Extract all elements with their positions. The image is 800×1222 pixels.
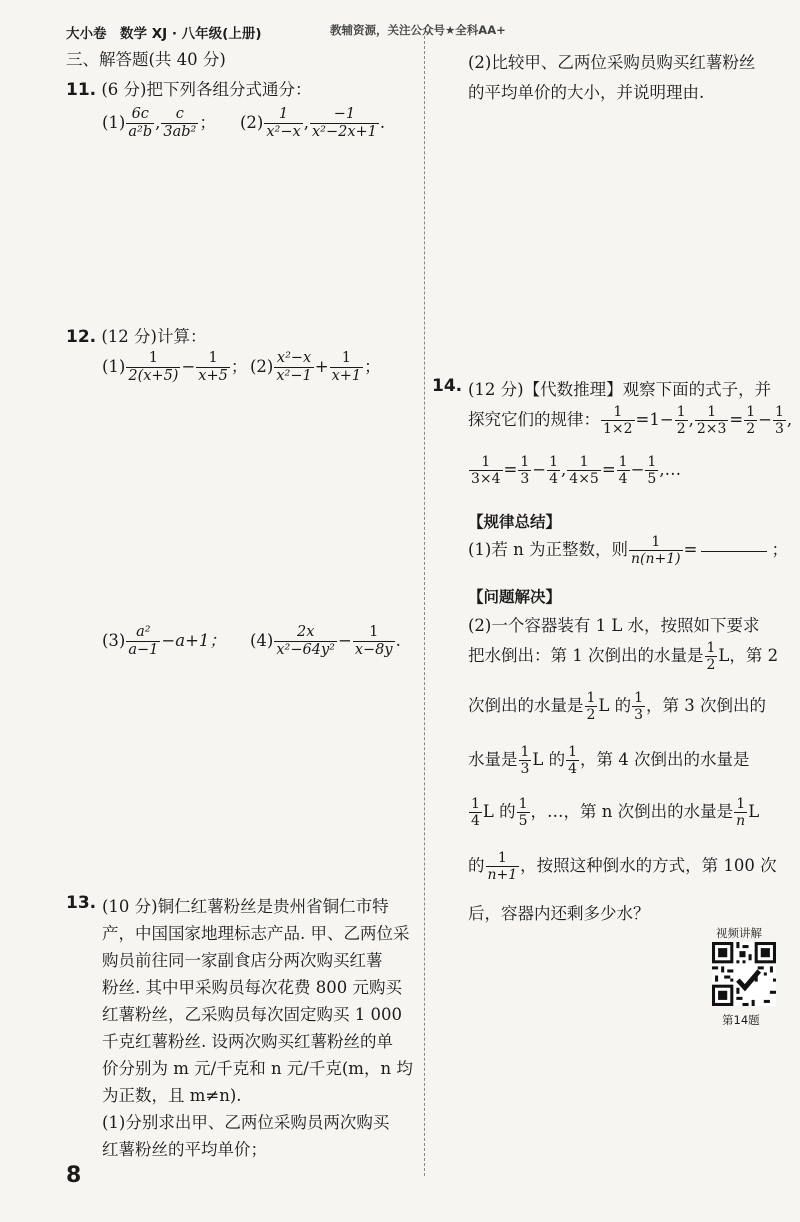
page-number: 8 (66, 1163, 82, 1188)
fraction: $\frac{1}{2}$ (746, 404, 756, 437)
fraction: $\frac{1}{4\times 5}$ (569, 454, 599, 487)
q13-line: 产，中国国家地理标志产品. 甲、乙两位采 (102, 924, 410, 943)
section-heading: 三、解答题(共 40 分) (66, 50, 226, 69)
question-text: (12 分)计算： (101, 327, 207, 346)
fraction: $\frac{1}{5}$ (518, 796, 528, 829)
q13-line: (1)分别求出甲、乙两位采购员两次购买 (102, 1113, 390, 1132)
fraction: $\frac{\text{a²}}{a-1}$ (128, 624, 159, 658)
fraction: $\frac{1}{x+5}$ (198, 350, 228, 384)
fraction: $\frac{1}{2}$ (586, 690, 596, 723)
fraction: $\frac{1}{4}$ (549, 454, 559, 487)
q13-line: 红薯粉丝，乙采购员每次固定购买 1 000 (102, 1005, 402, 1024)
q14-part-2-line: 的 $\frac{1}{n+1}$ ，按照这种倒水的方式，第 100 次 (468, 850, 777, 883)
section-tag-pattern-summary: 【规律总结】 (468, 513, 562, 531)
q14-part-2-line: (2)一个容器装有 1 L 水，按照如下要求 (468, 616, 760, 635)
q14-part-2-line: $\frac{1}{4}$ L 的 $\frac{1}{5}$ ，…，第 n 次倒出的水量是 $\frac{1}{n}$ L (471, 796, 760, 829)
q14-part-2-line: 把水倒出：第 1 次倒出的水量是 $\frac{1}{2}$ L，第 2 (468, 640, 779, 673)
q14-part-2-line: 后，容器内还剩多少水？ (468, 904, 650, 923)
fraction: $\frac{1}{3}$ (520, 744, 530, 777)
q13-line: (10 分)铜仁红薯粉丝是贵州省铜仁市特 (102, 897, 389, 916)
fraction: $\frac{6c}{\text{a²b}}$ (128, 106, 153, 140)
q13-line: 粉丝. 其中甲采购员每次花费 800 元购买 (102, 978, 402, 997)
q14-part-1: (1)若 n 为正整数，则 $\frac{1}{n(n+1)}$ = ； (468, 534, 788, 567)
fraction: $\frac{1}{x-8y}$ (354, 624, 393, 658)
fraction: $\frac{2x}{\text{x²−64y²}}$ (276, 624, 335, 658)
question-12-part-2: (2) $\frac{\text{x²−x}}{\text{x²−1}}$ + $\frac{1}{x+1}$ ； (250, 350, 381, 384)
qr-caption: 第14题 (722, 1013, 760, 1027)
fraction: $\frac{1}{4}$ (618, 454, 628, 487)
q14-pattern-line-1: 探究它们的规律： $\frac{1}{1\times 2}$ =1− $\frac{1}{2}$ , $\frac{1}{2\times 3}$ = $\frac{1}{2}$ − $\frac{1}{3}$ , (468, 404, 793, 437)
q13-line: 价分别为 m 元/千克和 n 元/千克(m，n 均 (102, 1059, 413, 1078)
section-tag-problem-solving: 【问题解决】 (468, 588, 562, 606)
question-11-stem (66, 76, 312, 100)
fraction: $\frac{c}{\text{3ab²}}$ (163, 106, 197, 140)
q14-stem: (12 分)【代数推理】观察下面的式子，并 (468, 380, 772, 399)
part-label: (4) (250, 631, 274, 650)
header-watermark: 教辅资源，关注公众号★全科AA+ (330, 23, 506, 37)
fraction: $\frac{1}{5}$ (647, 454, 657, 487)
question-12-part-4: (4) $\frac{2x}{\text{x²−64y²}}$ − $\frac{1}{x-8y}$ . (250, 624, 401, 658)
fraction: $\frac{1}{3}$ (634, 690, 644, 723)
fraction: $\frac{1}{n+1}$ (487, 850, 518, 883)
q13-part-2-line: 的平均单价的大小，并说明理由. (468, 83, 705, 102)
q13-line: 红薯粉丝的平均单价； (102, 1140, 267, 1159)
part-label: (2) (240, 113, 264, 132)
question-12-stem (66, 323, 207, 347)
fraction: $\frac{1}{2}$ (706, 640, 716, 673)
fraction: $\frac{1}{1\times 2}$ (603, 404, 633, 437)
fraction: $\frac{\text{x²−x}}{\text{x²−1}}$ (276, 350, 312, 384)
fraction: $\frac{1}{2}$ (676, 404, 686, 437)
fraction: $\frac{1}{3}$ (520, 454, 530, 487)
qr-label: 视频讲解 (716, 926, 762, 940)
part-label: (2) (250, 357, 274, 376)
fraction: $\frac{1}{4}$ (568, 744, 578, 777)
q14-pattern-line-2: $\frac{1}{3\times 4}$ = $\frac{1}{3}$ − $\frac{1}{4}$ , $\frac{1}{4\times 5}$ = $\frac{1}{4}$ − $\frac{1}{5}$ ,… (471, 454, 682, 487)
question-number: 11. (66, 80, 97, 100)
question-11-part-2: (2) $\frac{1}{\text{x²−x}}$ , $\frac{-1}{\text{x²−2x+1}}$ . (240, 106, 386, 140)
fraction: $\frac{1}{n(n+1)}$ (631, 534, 681, 567)
question-12-part-3: (3) $\frac{\text{a²}}{a-1}$ −a+1； (102, 624, 226, 658)
fraction: $\frac{1}{2\times 3}$ (696, 404, 727, 437)
q13-line: 为正数，且 m≠n). (102, 1086, 242, 1105)
fraction: $\frac{1}{2(x+5)}$ (128, 350, 179, 384)
fraction: $\frac{1}{\text{x²−x}}$ (266, 106, 301, 140)
fraction: $\frac{1}{n}$ (736, 796, 746, 829)
q13-line: 购员前往同一家副食店分两次购买红薯 (102, 951, 383, 970)
question-text: (6 分)把下列各组分式通分： (101, 80, 312, 99)
column-divider (424, 36, 425, 1176)
part-label: (1) (102, 357, 126, 376)
part-label: (1) (102, 113, 126, 132)
q13-line: 千克红薯粉丝. 设两次购买红薯粉丝的单 (102, 1032, 393, 1051)
q14-part-2-line: 水量是 $\frac{1}{3}$ L 的 $\frac{1}{4}$ ，第 4 次倒出的水量是 (468, 744, 750, 777)
part-label: (3) (102, 631, 126, 650)
q14-part-2-line: 次倒出的水量是 $\frac{1}{2}$ L 的 $\frac{1}{3}$ ，第 3 次倒出的 (468, 690, 767, 723)
question-11-part-1: (1) $\frac{6c}{\text{a²b}}$ , $\frac{c}{\text{3ab²}}$ ； (102, 106, 216, 140)
question-number: 14. (432, 376, 463, 396)
fraction: $\frac{-1}{\text{x²−2x+1}}$ (311, 106, 377, 140)
q13-part-2-line: (2)比较甲、乙两位采购员购买红薯粉丝 (468, 53, 756, 72)
question-number: 13. (66, 893, 97, 913)
fraction: $\frac{1}{3\times 4}$ (471, 454, 501, 487)
question-12-part-1: (1) $\frac{1}{2(x+5)}$ − $\frac{1}{x+5}$ ； (102, 350, 248, 384)
fraction: $\frac{1}{4}$ (471, 796, 480, 829)
answer-blank[interactable] (701, 550, 767, 552)
fraction: $\frac{1}{x+1}$ (331, 350, 362, 384)
header-title: 大小卷 数学 XJ · 八年级(上册) (66, 26, 262, 42)
fraction: $\frac{1}{3}$ (775, 404, 784, 437)
question-number: 12. (66, 327, 97, 347)
qr-code-icon[interactable] (712, 942, 776, 1006)
